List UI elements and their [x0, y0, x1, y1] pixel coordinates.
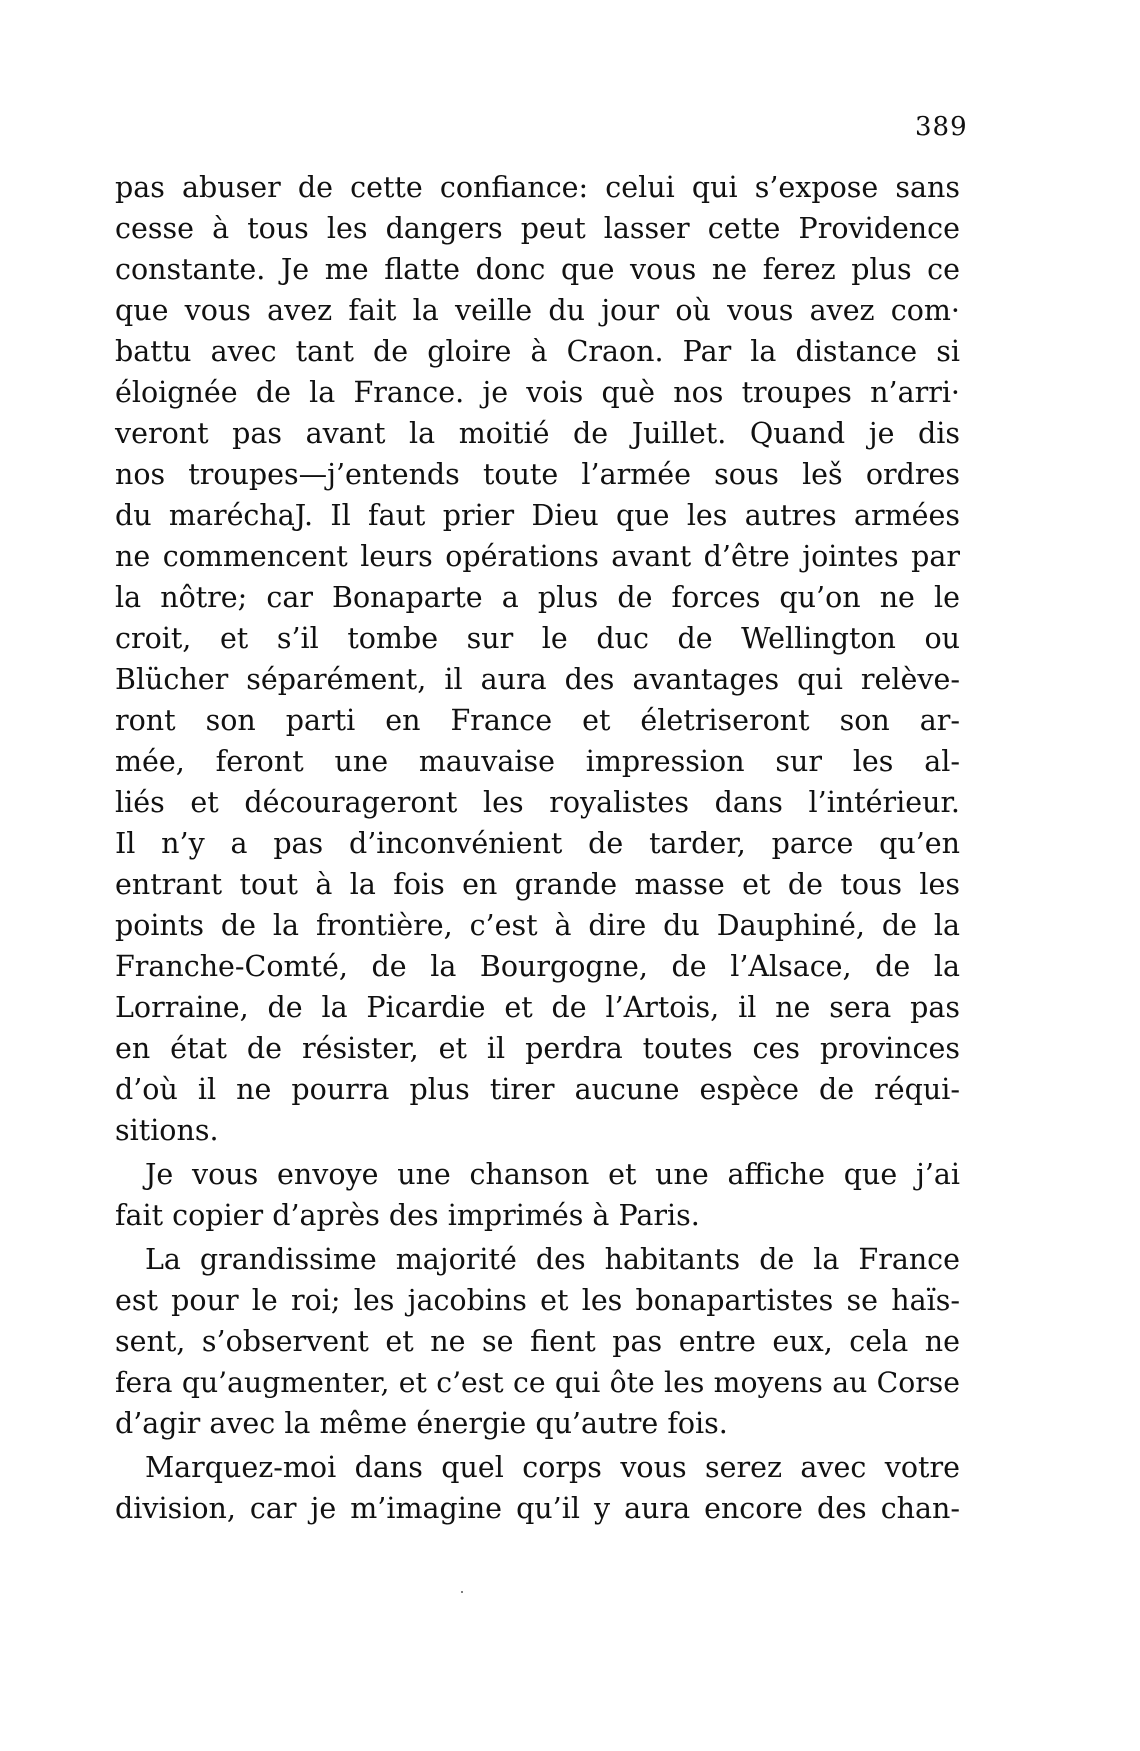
text-line: cesse à tous les dangers peut lasser cette Providence — [115, 212, 960, 245]
text-line: battu avec tant de gloire à Craon. Par la distance si — [115, 335, 960, 368]
text-line: sitions. — [115, 1114, 219, 1147]
text-line: d’agir avec la même énergie qu’autre fois. — [115, 1407, 728, 1440]
text-line: que vous avez fait la veille du jour où vous avez com· — [115, 294, 960, 327]
text-line: fera qu’augmenter, et c’est ce qui ôte les moyens au Corse — [115, 1366, 960, 1399]
text-line: entrant tout à la fois en grande masse et de tous les — [115, 868, 960, 901]
text-line: veront pas avant la moitié de Juillet. Quand je dis — [115, 417, 960, 450]
paragraph-2 — [115, 1154, 960, 1236]
text-line: Il n’y a pas d’inconvénient de tarder, parce qu’en — [115, 827, 960, 860]
text-line: mée, feront une mauvaise impression sur les al- — [115, 745, 960, 778]
text-line: est pour le roi; les jacobins et les bonapartistes se haïs- — [115, 1284, 960, 1317]
text-line: points de la frontière, c’est à dire du Dauphiné, de la — [115, 909, 960, 942]
text-line: Je vous envoye une chanson et une affiche que j’ai — [145, 1158, 960, 1191]
text-line: constante. Je me flatte donc que vous ne ferez plus ce — [115, 253, 960, 286]
text-line: Marquez-moi dans quel corps vous serez avec votre — [145, 1451, 960, 1484]
paragraph-4 — [115, 1447, 960, 1529]
text-line: en état de résister, et il perdra toutes ces provinces — [115, 1032, 960, 1065]
text-line: liés et décourageront les royalistes dans l’intérieur. — [115, 786, 960, 819]
text-line: croit, et s’il tombe sur le duc de Wellington ou — [115, 622, 960, 655]
text-line: pas abuser de cette confiance: celui qui s’expose sans — [115, 171, 960, 204]
text-line: La grandissime majorité des habitants de la France — [145, 1243, 960, 1276]
text-line: division, car je m’imagine qu’il y aura encore des chan- — [115, 1492, 960, 1525]
text-line: la nôtre; car Bonaparte a plus de forces qu’on ne le — [115, 581, 960, 614]
text-line: éloignée de la France. je vois què nos troupes n’arri· — [115, 376, 960, 409]
text-line: sent, s’observent et ne se fient pas entre eux, cela ne — [115, 1325, 960, 1358]
text-line: Blücher séparément, il aura des avantages qui relève- — [115, 663, 960, 696]
speck-mark — [461, 1591, 463, 1593]
text-line: Franche-Comté, de la Bourgogne, de l’Alsace, de la — [115, 950, 960, 983]
text-line: nos troupes—j’entends toute l’armée sous leš ordres — [115, 458, 960, 491]
text-line: du maréchaJ. Il faut prier Dieu que les autres armées — [115, 499, 960, 532]
body-text — [115, 167, 960, 1529]
text-line: Lorraine, de la Picardie et de l’Artois, il ne sera pas — [115, 991, 960, 1024]
page-number: 389 — [915, 112, 968, 142]
paragraph-3 — [115, 1239, 960, 1444]
paragraph-1 — [115, 167, 960, 1151]
text-line: ront son parti en France et életriseront son ar- — [115, 704, 960, 737]
text-line: ne commencent leurs opérations avant d’être jointes par — [115, 540, 960, 573]
text-line: d’où il ne pourra plus tirer aucune espèce de réqui- — [115, 1073, 960, 1106]
text-line: fait copier d’après des imprimés à Paris. — [115, 1199, 700, 1232]
